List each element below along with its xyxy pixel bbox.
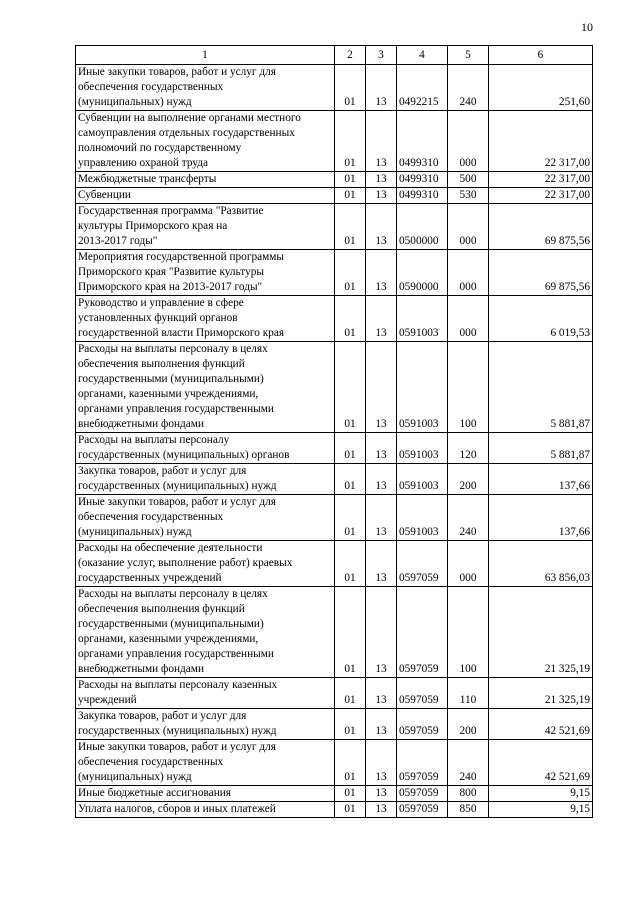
description-line: обеспечения государственных <box>78 511 224 523</box>
description-line: Расходы на выплаты персоналу <box>78 434 230 446</box>
table-body <box>76 65 593 818</box>
row-description <box>76 172 335 188</box>
subsection-code: 13 <box>366 464 397 495</box>
subsection-code: 13 <box>366 495 397 541</box>
description-line: (муниципальных) нужд <box>78 526 192 538</box>
amount: 42 521,69 <box>489 740 593 786</box>
description-line: Субвенции на выполнение органами местного <box>78 112 301 124</box>
description-line: Иные закупки товаров, работ и услуг для <box>78 66 276 78</box>
description-line: Расходы на обеспечение деятельности <box>78 542 263 554</box>
description-line: Иные закупки товаров, работ и услуг для <box>78 741 276 753</box>
amount: 21 325,19 <box>489 587 593 678</box>
description-line: Уплата налогов, сборов и иных платежей <box>78 803 276 815</box>
description-line: Закупка товаров, работ и услуг для <box>78 465 247 477</box>
description-line: Государственная программа "Развитие <box>78 205 264 217</box>
section-code: 01 <box>335 587 366 678</box>
column-header: 1 <box>76 46 335 65</box>
target-article-code: 0499310 <box>397 111 448 172</box>
section-code: 01 <box>335 740 366 786</box>
description-line: (муниципальных) нужд <box>78 96 192 108</box>
subsection-code: 13 <box>366 587 397 678</box>
expense-type-code: 120 <box>448 433 489 464</box>
expense-type-code: 800 <box>448 786 489 802</box>
row-description <box>76 678 335 709</box>
row-description <box>76 296 335 342</box>
description-line: (муниципальных) нужд <box>78 771 192 783</box>
subsection-code: 13 <box>366 678 397 709</box>
section-code: 01 <box>335 678 366 709</box>
target-article-code: 0591003 <box>397 296 448 342</box>
column-header: 6 <box>489 46 593 65</box>
row-description <box>76 802 335 818</box>
amount: 69 875,56 <box>489 250 593 296</box>
page-number: 10 <box>581 20 593 34</box>
expense-type-code: 110 <box>448 678 489 709</box>
description-line: государственными (муниципальными) <box>78 373 264 385</box>
description-line: Мероприятия государственной программы <box>78 251 285 263</box>
amount: 6 019,53 <box>489 296 593 342</box>
amount: 5 881,87 <box>489 342 593 433</box>
row-description <box>76 250 335 296</box>
table-row <box>76 678 593 709</box>
target-article-code: 0499310 <box>397 172 448 188</box>
table-row <box>76 111 593 172</box>
description-line: внебюджетными фондами <box>78 418 204 430</box>
column-header: 5 <box>448 46 489 65</box>
subsection-code: 13 <box>366 786 397 802</box>
description-line: (оказание услуг, выполнение работ) краевых <box>78 557 293 569</box>
amount: 137,66 <box>489 464 593 495</box>
subsection-code: 13 <box>366 250 397 296</box>
expense-type-code: 100 <box>448 587 489 678</box>
description-line: Иные бюджетные ассигнования <box>78 787 231 799</box>
section-code: 01 <box>335 495 366 541</box>
row-description <box>76 709 335 740</box>
target-article-code: 0597059 <box>397 587 448 678</box>
amount: 137,66 <box>489 495 593 541</box>
description-line: Расходы на выплаты персоналу казенных <box>78 679 278 691</box>
expense-type-code: 240 <box>448 740 489 786</box>
description-line: Расходы на выплаты персоналу в целях <box>78 588 268 600</box>
target-article-code: 0591003 <box>397 433 448 464</box>
expense-type-code: 000 <box>448 296 489 342</box>
description-line: обеспечения государственных <box>78 756 224 768</box>
description-line: Иные закупки товаров, работ и услуг для <box>78 496 276 508</box>
description-line: Закупка товаров, работ и услуг для <box>78 710 247 722</box>
amount: 42 521,69 <box>489 709 593 740</box>
subsection-code: 13 <box>366 65 397 111</box>
table-row <box>76 172 593 188</box>
description-line: 2013-2017 годы" <box>78 235 158 247</box>
description-line: органами управления государственными <box>78 648 274 660</box>
expense-type-code: 100 <box>448 342 489 433</box>
table-row <box>76 250 593 296</box>
target-article-code: 0597059 <box>397 678 448 709</box>
section-code: 01 <box>335 204 366 250</box>
amount: 21 325,19 <box>489 678 593 709</box>
table-row <box>76 587 593 678</box>
subsection-code: 13 <box>366 342 397 433</box>
description-line: учреждений <box>78 694 137 706</box>
section-code: 01 <box>335 188 366 204</box>
description-line: государственной власти Приморского края <box>78 327 285 339</box>
table-row <box>76 296 593 342</box>
column-header: 4 <box>397 46 448 65</box>
amount: 22 317,00 <box>489 188 593 204</box>
section-code: 01 <box>335 786 366 802</box>
description-line: установленных функций органов <box>78 312 238 324</box>
table-row <box>76 740 593 786</box>
expense-type-code: 000 <box>448 111 489 172</box>
row-description <box>76 464 335 495</box>
row-description <box>76 495 335 541</box>
column-header: 2 <box>335 46 366 65</box>
target-article-code: 0492215 <box>397 65 448 111</box>
expense-type-code: 000 <box>448 204 489 250</box>
expense-type-code: 000 <box>448 541 489 587</box>
amount: 9,15 <box>489 802 593 818</box>
description-line: органами управления государственными <box>78 403 274 415</box>
expense-type-code: 240 <box>448 65 489 111</box>
target-article-code: 0597059 <box>397 786 448 802</box>
table-header-row <box>76 46 593 65</box>
description-line: органами, казенными учреждениями, <box>78 388 259 400</box>
description-line: Субвенции <box>78 189 131 201</box>
subsection-code: 13 <box>366 541 397 587</box>
table-row <box>76 204 593 250</box>
expense-type-code: 240 <box>448 495 489 541</box>
target-article-code: 0597059 <box>397 802 448 818</box>
target-article-code: 0591003 <box>397 464 448 495</box>
description-line: органами, казенными учреждениями, <box>78 633 259 645</box>
section-code: 01 <box>335 172 366 188</box>
section-code: 01 <box>335 296 366 342</box>
table-row <box>76 709 593 740</box>
description-line: самоуправления отдельных государственных <box>78 127 295 139</box>
amount: 22 317,00 <box>489 172 593 188</box>
section-code: 01 <box>335 65 366 111</box>
target-article-code: 0591003 <box>397 495 448 541</box>
row-description <box>76 342 335 433</box>
table-row <box>76 786 593 802</box>
description-line: культуры Приморского края на <box>78 220 228 232</box>
target-article-code: 0591003 <box>397 342 448 433</box>
section-code: 01 <box>335 111 366 172</box>
subsection-code: 13 <box>366 296 397 342</box>
expense-type-code: 000 <box>448 250 489 296</box>
subsection-code: 13 <box>366 188 397 204</box>
expense-type-code: 500 <box>448 172 489 188</box>
description-line: государственных (муниципальных) нужд <box>78 725 277 737</box>
subsection-code: 13 <box>366 709 397 740</box>
expense-type-code: 200 <box>448 464 489 495</box>
description-line: государственными (муниципальными) <box>78 618 264 630</box>
description-line: Приморского края "Развитие культуры <box>78 266 264 278</box>
description-line: государственных (муниципальных) нужд <box>78 480 277 492</box>
target-article-code: 0597059 <box>397 740 448 786</box>
target-article-code: 0500000 <box>397 204 448 250</box>
row-description <box>76 433 335 464</box>
description-line: обеспечения государственных <box>78 81 224 93</box>
subsection-code: 13 <box>366 433 397 464</box>
expense-type-code: 200 <box>448 709 489 740</box>
table-row <box>76 541 593 587</box>
column-header: 3 <box>366 46 397 65</box>
table-row <box>76 65 593 111</box>
description-line: обеспечения выполнения функций <box>78 603 245 615</box>
description-line: государственных учреждений <box>78 572 222 584</box>
table-row <box>76 433 593 464</box>
description-line: обеспечения выполнения функций <box>78 358 245 370</box>
row-description <box>76 65 335 111</box>
description-line: Расходы на выплаты персоналу в целях <box>78 343 268 355</box>
row-description <box>76 188 335 204</box>
target-article-code: 0597059 <box>397 709 448 740</box>
section-code: 01 <box>335 342 366 433</box>
row-description <box>76 786 335 802</box>
row-description <box>76 111 335 172</box>
table-row <box>76 802 593 818</box>
amount: 9,15 <box>489 786 593 802</box>
table-row <box>76 495 593 541</box>
row-description <box>76 587 335 678</box>
expense-type-code: 530 <box>448 188 489 204</box>
description-line: полномочий по государственному <box>78 142 242 154</box>
description-line: Межбюджетные трансферты <box>78 173 217 185</box>
target-article-code: 0597059 <box>397 541 448 587</box>
subsection-code: 13 <box>366 740 397 786</box>
subsection-code: 13 <box>366 111 397 172</box>
section-code: 01 <box>335 464 366 495</box>
table-row <box>76 188 593 204</box>
target-article-code: 0499310 <box>397 188 448 204</box>
section-code: 01 <box>335 250 366 296</box>
table-row <box>76 464 593 495</box>
row-description <box>76 541 335 587</box>
amount: 251,60 <box>489 65 593 111</box>
row-description <box>76 204 335 250</box>
description-line: Руководство и управление в сфере <box>78 297 244 309</box>
budget-table <box>75 45 593 818</box>
section-code: 01 <box>335 802 366 818</box>
description-line: Приморского края на 2013-2017 годы" <box>78 281 263 293</box>
amount: 22 317,00 <box>489 111 593 172</box>
subsection-code: 13 <box>366 802 397 818</box>
target-article-code: 0590000 <box>397 250 448 296</box>
table-row <box>76 342 593 433</box>
expense-type-code: 850 <box>448 802 489 818</box>
section-code: 01 <box>335 709 366 740</box>
amount: 63 856,03 <box>489 541 593 587</box>
subsection-code: 13 <box>366 172 397 188</box>
description-line: управлению охраной труда <box>78 157 209 169</box>
description-line: государственных (муниципальных) органов <box>78 449 290 461</box>
row-description <box>76 740 335 786</box>
section-code: 01 <box>335 433 366 464</box>
amount: 5 881,87 <box>489 433 593 464</box>
subsection-code: 13 <box>366 204 397 250</box>
section-code: 01 <box>335 541 366 587</box>
description-line: внебюджетными фондами <box>78 663 204 675</box>
amount: 69 875,56 <box>489 204 593 250</box>
